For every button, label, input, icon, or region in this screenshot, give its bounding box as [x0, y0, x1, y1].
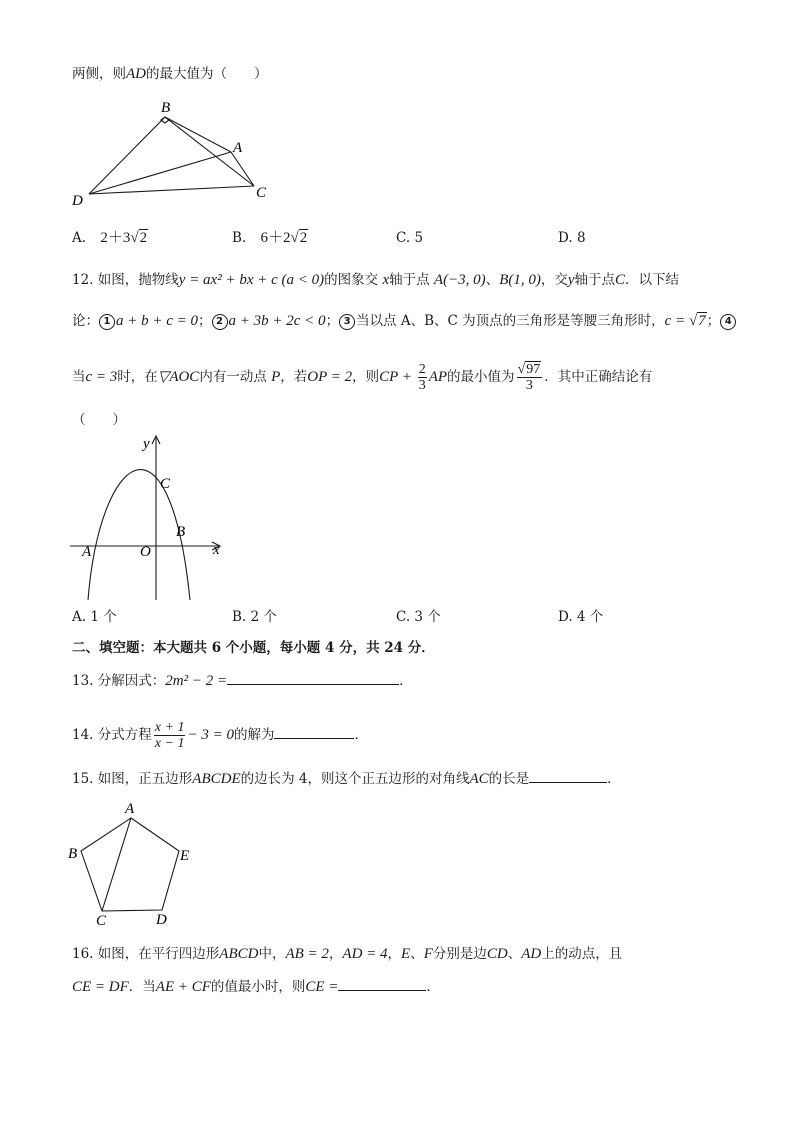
q11-option-c — [396, 228, 423, 248]
q11-tail-suffix: 的最大值为（ ） — [146, 66, 268, 82]
q12-option-b: B. 2 个 — [232, 609, 277, 625]
q15-label-c: C — [96, 913, 107, 929]
q11-option-b-expr: 6＋2 — [260, 230, 291, 246]
q16-parallelogram-name: ABCD — [219, 946, 259, 962]
q12-l3-min-num: 97 — [526, 362, 541, 377]
q12-l3-min-den: 3 — [525, 378, 533, 393]
q16-text-c: ， — [387, 946, 402, 962]
q12-statement-3-radicand: 7 — [698, 313, 706, 329]
q11-tail-var: AD — [126, 66, 146, 82]
q15-label-e: E — [180, 848, 190, 864]
q11-option-d-letter: D. — [558, 230, 573, 246]
q11-option-a-expr: 2＋3 — [100, 230, 131, 246]
q16-l2-text-b: 的值最小时，则 — [210, 979, 306, 995]
q16-text-f: 上的动点，且 — [541, 946, 623, 962]
q13-text: 分解因式： — [97, 673, 166, 689]
q12-l1-text-g: ．以下结 — [625, 272, 680, 288]
q12-l3-text-e: ，则 — [352, 369, 380, 385]
q15-answer-blank[interactable] — [529, 768, 607, 783]
q12-statement-1: a + b + c = 0 — [116, 313, 199, 329]
q11-option-b: B. 6＋2√2 — [232, 230, 308, 246]
q12-option-d: D. 4 个 — [558, 609, 604, 625]
q16-line2 — [72, 976, 440, 997]
q12-l3-cp: CP + — [379, 369, 416, 385]
q12-l3-c-value: c = 3 — [85, 369, 118, 385]
q12-statement-3-eq: c = — [664, 313, 689, 329]
q12-l3-triangle: ▽AOC — [157, 369, 200, 385]
q14-expression: − 3 = 0 — [187, 727, 234, 743]
q12-number: 12. — [72, 272, 94, 288]
q15-number: 15. — [72, 771, 94, 787]
q16-end: ． — [426, 979, 440, 995]
q16-number: 16. — [72, 946, 94, 962]
q14-text: 分式方程 — [97, 727, 152, 743]
q16-l2-text-a: ．当 — [128, 979, 156, 995]
q12-line2: 论： 1 a + b + c = 0； 2 a + 3b + 2c < 0； 3 当以点 A、B、C 为顶点的三角形是等腰三角形时，c = √7； 4 — [72, 311, 737, 331]
q12-point-a: A(−3, 0) — [433, 272, 486, 288]
q13-number: 13. — [72, 673, 94, 689]
q12-l3-frac-num: 2 — [418, 362, 426, 377]
q12-l3-min-fraction: $\frac{√97}{3}$ — [517, 362, 541, 393]
q16-eq-ad: AD = 4 — [342, 946, 388, 962]
q16-eq-ab: AB = 2 — [285, 946, 329, 962]
q11-triangle-figure — [60, 95, 290, 215]
q12-point-b: B(1, 0) — [499, 272, 541, 288]
q12-l3-text-a: 当 — [72, 369, 86, 385]
q16-answer-blank[interactable] — [338, 976, 426, 991]
q15-diagonal: AC — [469, 771, 489, 787]
q15-text-b: 的边长为 4，则这个正五边形的对角线 — [240, 771, 470, 787]
q12-circle-4: 4 — [720, 314, 736, 330]
q12-circle-2: 2 — [212, 314, 228, 330]
q11-label-C: C — [256, 185, 267, 201]
q12-l3-text-d: ，若 — [280, 369, 308, 385]
q15-label-a: A — [125, 801, 135, 817]
q12-l3-text-f: 的最小值为 — [447, 369, 515, 385]
q15-label-b: B — [68, 846, 78, 862]
q14-frac-den: x − 1 — [154, 736, 185, 751]
q14-frac-num: x + 1 — [154, 720, 185, 735]
q12-l1-point-c: C — [615, 272, 626, 288]
q12-label-c: C — [160, 476, 171, 492]
q12-l1-text-d: 、 — [485, 272, 500, 288]
q15-text-a: 如图，正五边形 — [97, 771, 193, 787]
q16-point-f: F — [423, 946, 433, 962]
q11-option-b-radicand: 2 — [299, 230, 308, 246]
q16-point-e: E — [401, 946, 411, 962]
q12-line3 — [72, 362, 652, 393]
q11-option-a-radicand: 2 — [139, 230, 148, 246]
q11-tail-line — [72, 64, 268, 84]
q13-end: ． — [399, 673, 413, 689]
q13-expression: 2m² − 2 = — [165, 673, 228, 689]
q12-l3-point-p: P — [271, 369, 281, 385]
q15-pentagon-name: ABCDE — [192, 771, 241, 787]
q13-line — [72, 670, 413, 691]
q12-option-c: C. 3 个 — [396, 609, 441, 625]
q12-label-o: O — [140, 544, 151, 560]
q12-l1-x: x — [382, 272, 390, 288]
q12-l2-text-a: 论： — [72, 313, 99, 329]
q12-l1-text-b: 的图象交 — [324, 272, 379, 288]
q14-line — [72, 720, 368, 751]
q12-label-b: B — [176, 524, 186, 540]
q16-expression: AE + CF — [155, 979, 211, 995]
q11-label-B: B — [161, 100, 171, 116]
q12-statement-2: a + 3b + 2c < 0 — [228, 313, 326, 329]
q12-sep-1: ； — [198, 313, 212, 329]
q12-l3-text-b: 时，在 — [117, 369, 158, 385]
q15-text-c: 的长是 — [488, 771, 530, 787]
q15-label-d: D — [156, 912, 167, 928]
q12-option-a: A. 1 个 — [72, 609, 117, 625]
q15-line — [72, 768, 621, 789]
q12-line1 — [72, 270, 679, 290]
q12-l3-ap: AP — [428, 369, 448, 385]
q12-label-a: A — [82, 544, 92, 560]
q16-text-d: 分别是边 — [432, 946, 487, 962]
q12-parabola-figure — [60, 432, 240, 604]
q12-statement-3-text: 当以点 A、B、C 为顶点的三角形是等腰三角形时， — [356, 313, 665, 329]
q13-answer-blank[interactable] — [227, 670, 399, 685]
q15-end: ． — [607, 771, 621, 787]
q11-option-a-letter: A. — [72, 230, 87, 246]
q11-option-a: A. 2＋3√2 — [72, 230, 148, 246]
q16-ce-eq: CE = — [305, 979, 339, 995]
q16-dot: 、 — [410, 946, 424, 962]
q11-label-D: D — [72, 193, 83, 209]
q11-option-d — [558, 228, 586, 248]
q12-sep-2: ； — [325, 313, 340, 329]
q12-circle-1: 1 — [99, 314, 115, 330]
q16-sep: ， — [328, 946, 343, 962]
q12-l3-fraction — [418, 362, 427, 393]
q14-number: 14. — [72, 727, 94, 743]
q12-answer-paren: （ ） — [72, 412, 126, 428]
q12-l1-text-e: ，交 — [540, 272, 568, 288]
q16-text-a: 如图，在平行四边形 — [97, 946, 220, 962]
q16-side-cd: CD — [486, 946, 508, 962]
q16-text-e: 、 — [507, 946, 522, 962]
q16-side-ad: AD — [521, 946, 542, 962]
q11-option-c-text: 5 — [414, 230, 424, 246]
q12-l3-op: OP = 2 — [307, 369, 353, 385]
q11-tail-prefix: 两侧，则 — [72, 66, 126, 82]
q16-line1 — [72, 944, 622, 964]
q14-fraction — [154, 720, 186, 751]
q12-parabola-equation: y = ax² + bx + c (a < 0) — [178, 272, 325, 288]
q16-text-b: 中， — [258, 946, 286, 962]
q12-label-y: y — [143, 436, 150, 452]
q12-label-x: x — [213, 542, 220, 558]
section2-heading: 二、填空题：本大题共 6 个小题，每小题 4 分，共 24 分． — [72, 640, 435, 656]
q12-sep-3: ； — [706, 313, 721, 329]
q14-text2: 的解为 — [233, 727, 275, 743]
q15-pentagon-figure — [64, 798, 204, 930]
q16-eq-ce-df: CE = DF — [72, 979, 129, 995]
q12-l3-frac-den: 3 — [418, 378, 426, 393]
q12-l1-y: y — [567, 272, 575, 288]
q12-l3-text-c: 内有一动点 — [199, 369, 267, 385]
q12-l1-text-c: 轴于点 — [389, 272, 430, 288]
q11-option-d-text: 8 — [576, 230, 586, 246]
q12-circle-3: 3 — [339, 314, 355, 330]
q12-l1-text-f: 轴于点 — [574, 272, 616, 288]
q11-label-A: A — [233, 140, 243, 156]
q11-option-c-letter: C. — [396, 230, 411, 246]
q14-answer-blank[interactable] — [274, 724, 354, 739]
q11-option-b-letter: B. — [232, 230, 247, 246]
q12-l3-text-g: ．其中正确结论有 — [544, 369, 653, 385]
q12-l1-text-a: 如图，抛物线 — [97, 272, 179, 288]
q14-end: ． — [354, 727, 368, 743]
